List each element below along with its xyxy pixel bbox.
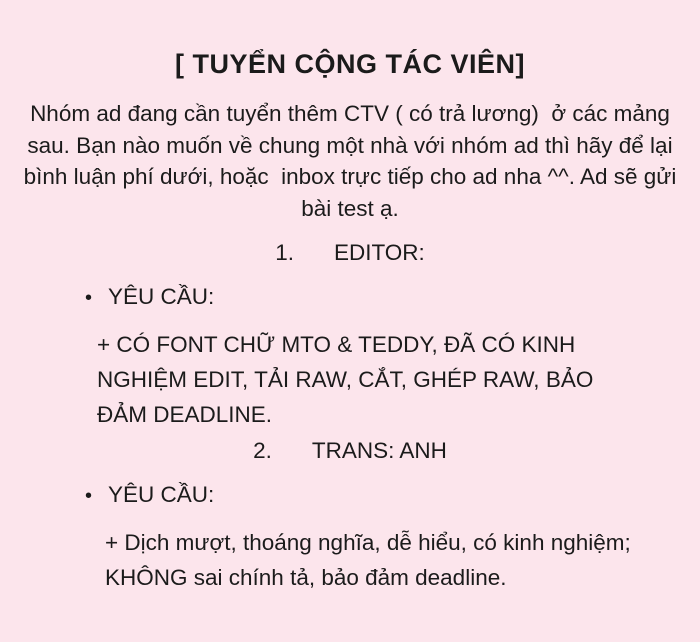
intro-paragraph: Nhóm ad đang cần tuyển thêm CTV ( có trả lương) ở các mảng sau. Bạn nào muốn về chung một nhà với nhóm ad thì hãy để lại bình luận phí dưới, hoặc inbox trực tiếp cho ad nha ^^. Ad sẽ gửi bài test ạ. (23, 101, 683, 221)
bullet-icon: • (85, 287, 93, 309)
section-2-title: TRANS: ANH (311, 438, 447, 463)
section-2-heading (0, 435, 700, 466)
bullet-icon: • (85, 485, 93, 507)
section-2-requirements-label (0, 479, 700, 512)
section-1-requirements: + CÓ FONT CHỮ MTO & TEDDY, ĐÃ CÓ KINH NGHIỆM EDIT, TẢI RAW, CẮT, GHÉP RAW, BẢO ĐẢM DEADLINE. (97, 332, 600, 427)
section-1-requirements-label (0, 281, 700, 314)
section-1-title: EDITOR: (333, 240, 425, 265)
section-1-heading (0, 237, 700, 268)
section-2-requirements: + Dịch mượt, thoáng nghĩa, dễ hiểu, có kinh nghiệm; KHÔNG sai chính tả, bảo đảm deadline. (105, 530, 638, 590)
section-1-requirements-label-text: YÊU CẦU: (108, 284, 215, 309)
post-title: [ TUYỂN CỘNG TÁC VIÊN] (174, 49, 525, 79)
section-2-requirements-label-text: YÊU CẦU: (108, 482, 215, 507)
section-1-number: 1. (275, 240, 294, 265)
section-2-number: 2. (253, 438, 272, 463)
